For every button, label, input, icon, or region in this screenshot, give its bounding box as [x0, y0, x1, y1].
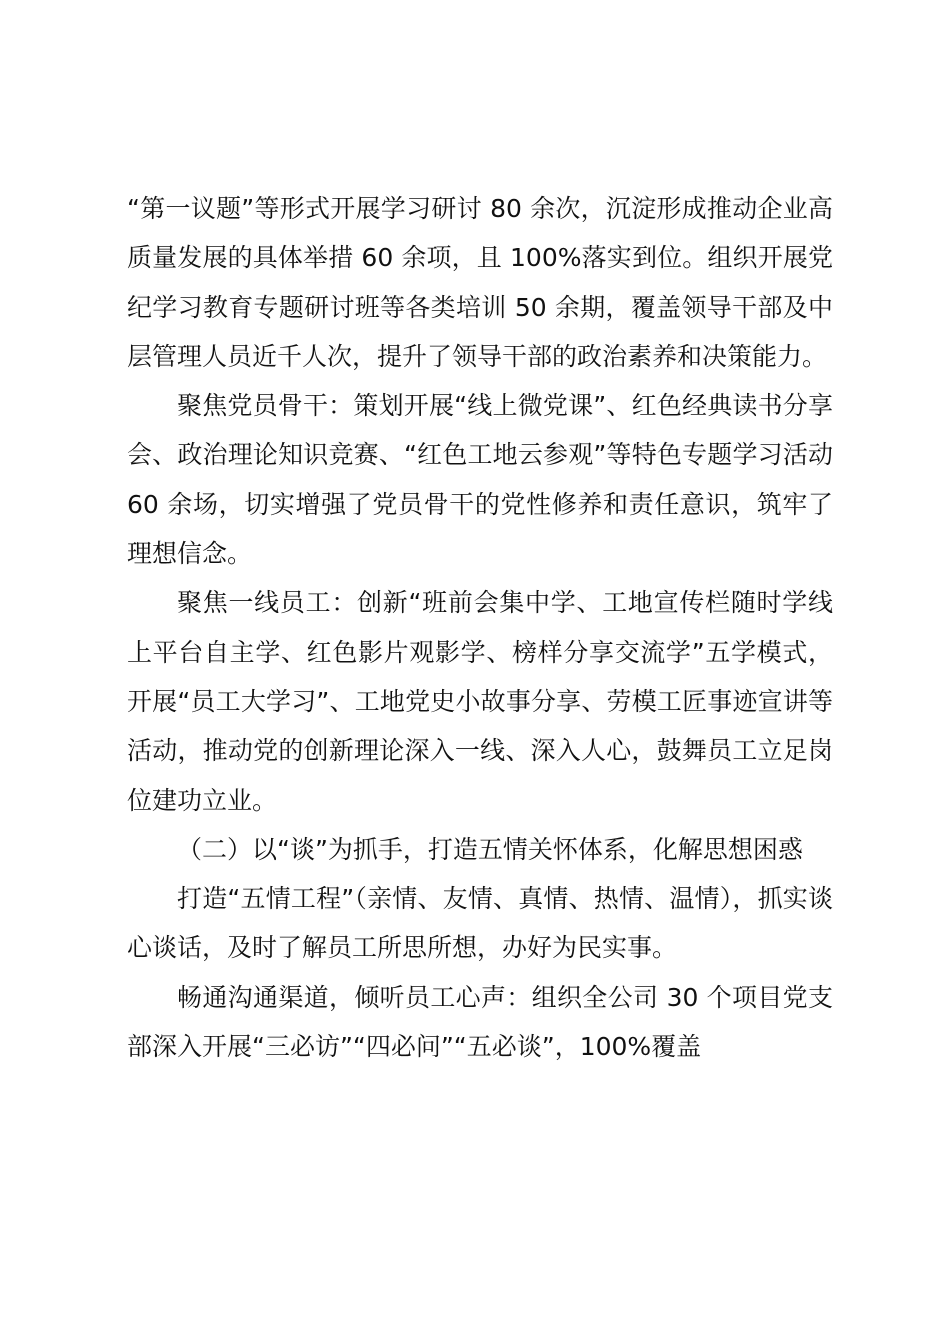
paragraph-4: 打造“五情工程”（亲情、友情、真情、热情、温情），抓实谈心谈话，及时了解员工所思所想，办好为民实事。 — [127, 884, 833, 963]
paragraph-1: “第一议题”等形式开展学习研讨 80 余次，沉淀形成推动企业高质量发展的具体举措 60 余项，且 100%落实到位。组织开展党纪学习教育专题研讨班等各类培训 50 余期，覆盖领导干部及中层管理人员近千人次，提升了领导干部的政治素养和决策能力。 — [127, 194, 833, 371]
document-body — [127, 184, 833, 1071]
section-heading: （二）以“谈”为抓手，打造五情关怀体系，化解思想困惑 — [177, 834, 803, 864]
paragraph-2: 聚焦党员骨干：策划开展“线上微党课”、红色经典读书分享会、政治理论知识竞赛、“红色工地云参观”等特色专题学习活动 60 余场，切实增强了党员骨干的党性修养和责任意识，筑牢了理想信念。 — [127, 391, 833, 569]
paragraph-5: 畅通沟通渠道，倾听员工心声：组织全公司 30 个项目党支部深入开展“三必访”“四必问”“五必谈”，100%覆盖 — [127, 982, 833, 1062]
paragraph-3: 聚焦一线员工：创新“班前会集中学、工地宣传栏随时学线上平台自主学、红色影片观影学、榜样分享交流学”五学模式，开展“员工大学习”、工地党史小故事分享、劳模工匠事迹宣讲等活动，推动党的创新理论深入一线、深入人心，鼓舞员工立足岗位建功立业。 — [127, 588, 833, 815]
